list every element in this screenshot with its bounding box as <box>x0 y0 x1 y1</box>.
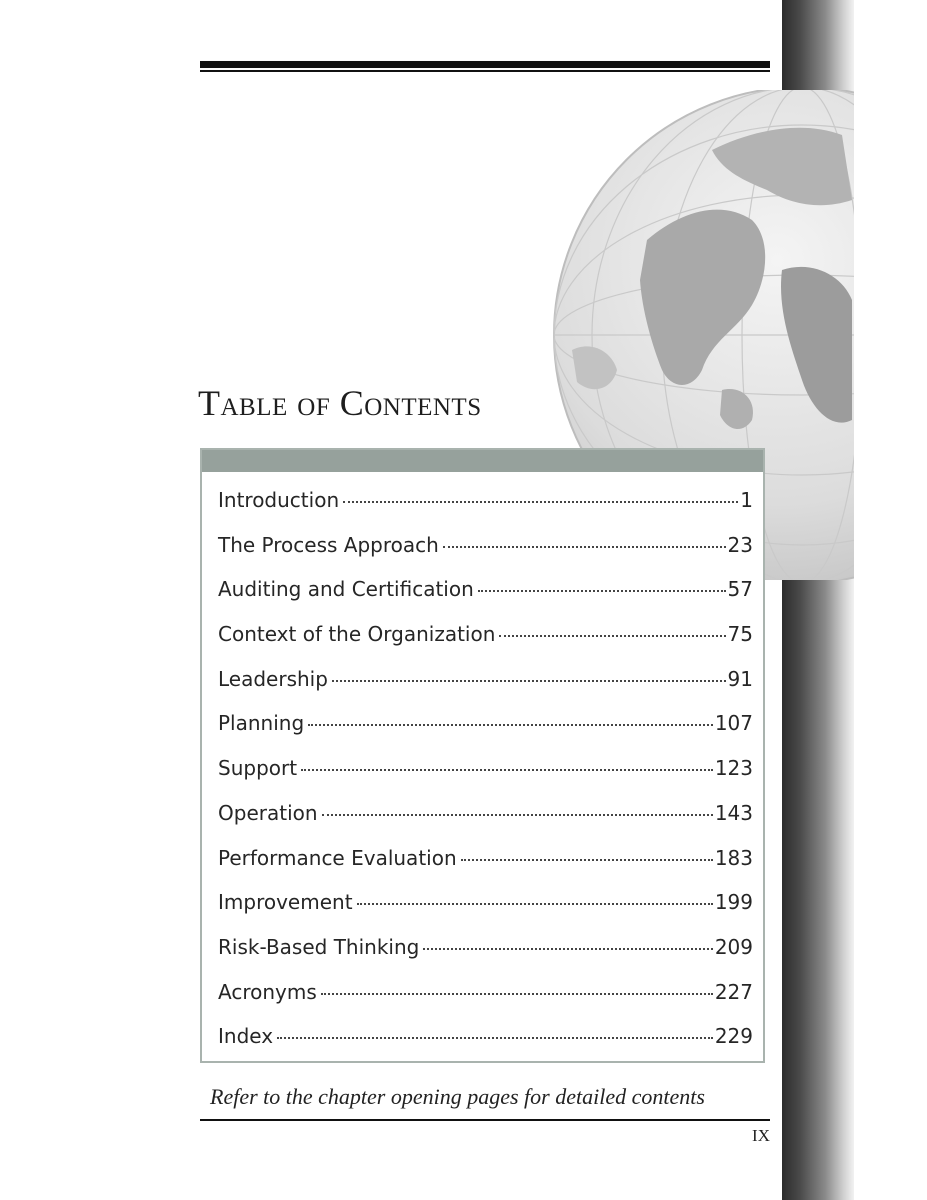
toc-entry[interactable] <box>218 1016 753 1061</box>
dot-leader <box>343 500 738 503</box>
toc-entry[interactable] <box>218 659 753 704</box>
toc-entry-label: Support <box>218 756 298 781</box>
toc-entry-label: The Process Approach <box>218 532 439 557</box>
toc-entry-page: 123 <box>714 756 753 781</box>
toc-header-bar <box>202 450 763 472</box>
toc-entry-page: 91 <box>727 666 753 691</box>
dot-leader <box>308 723 713 726</box>
toc-entry-page: 183 <box>714 845 753 870</box>
dot-leader <box>423 947 712 950</box>
toc-entry-page: 1 <box>740 488 753 512</box>
bottom-rule <box>200 1119 770 1121</box>
toc-entry-label: Improvement <box>218 890 353 915</box>
toc-entry[interactable] <box>218 525 753 570</box>
toc-entry[interactable] <box>218 569 753 614</box>
toc-entry[interactable] <box>218 927 753 972</box>
dot-leader <box>322 813 713 816</box>
toc-entry-label: Planning <box>218 711 305 736</box>
toc-entry-page: 209 <box>714 934 753 959</box>
dot-leader <box>332 679 726 682</box>
toc-entry-page: 75 <box>727 622 753 647</box>
dot-leader <box>277 1036 713 1039</box>
toc-entry[interactable] <box>218 793 753 838</box>
toc-entry-page: 23 <box>727 532 753 557</box>
toc-list <box>218 480 753 1061</box>
toc-entry-page: 143 <box>714 800 753 825</box>
toc-entry[interactable] <box>218 480 753 525</box>
dot-leader <box>321 992 713 995</box>
dot-leader <box>499 634 725 637</box>
toc-entry-label: Leadership <box>218 666 328 691</box>
toc-entry[interactable] <box>218 882 753 927</box>
toc-entry-page: 107 <box>714 711 753 736</box>
top-rule-thin <box>200 70 770 72</box>
toc-entry-page: 227 <box>714 979 753 1004</box>
toc-entry[interactable] <box>218 972 753 1017</box>
dot-leader <box>443 545 726 548</box>
top-rule <box>200 61 770 68</box>
page-number: IX <box>752 1126 770 1145</box>
toc-entry-label: Performance Evaluation <box>218 845 457 870</box>
dot-leader <box>357 902 713 905</box>
toc-entry-page: 57 <box>727 577 753 602</box>
toc-entry-label: Context of the Organization <box>218 622 496 647</box>
toc-entry-label: Operation <box>218 800 318 825</box>
toc-entry-label: Introduction <box>218 488 340 512</box>
toc-entry[interactable] <box>218 703 753 748</box>
toc-entry-page: 199 <box>714 890 753 915</box>
dot-leader <box>301 768 713 771</box>
toc-entry[interactable] <box>218 748 753 793</box>
dot-leader <box>461 858 713 861</box>
detail-note: Refer to the chapter opening pages for detailed contents <box>210 1084 705 1109</box>
dot-leader <box>478 589 726 592</box>
toc-entry-label: Risk-Based Thinking <box>218 934 420 959</box>
toc-entry-label: Index <box>218 1024 274 1049</box>
toc-entry[interactable] <box>218 614 753 659</box>
toc-entry-label: Auditing and Certification <box>218 577 474 602</box>
toc-box <box>200 448 765 1063</box>
toc-entry-label: Acronyms <box>218 979 317 1004</box>
page-title: Table of Contents <box>198 383 482 423</box>
toc-entry-page: 229 <box>714 1024 753 1049</box>
toc-entry[interactable] <box>218 838 753 883</box>
